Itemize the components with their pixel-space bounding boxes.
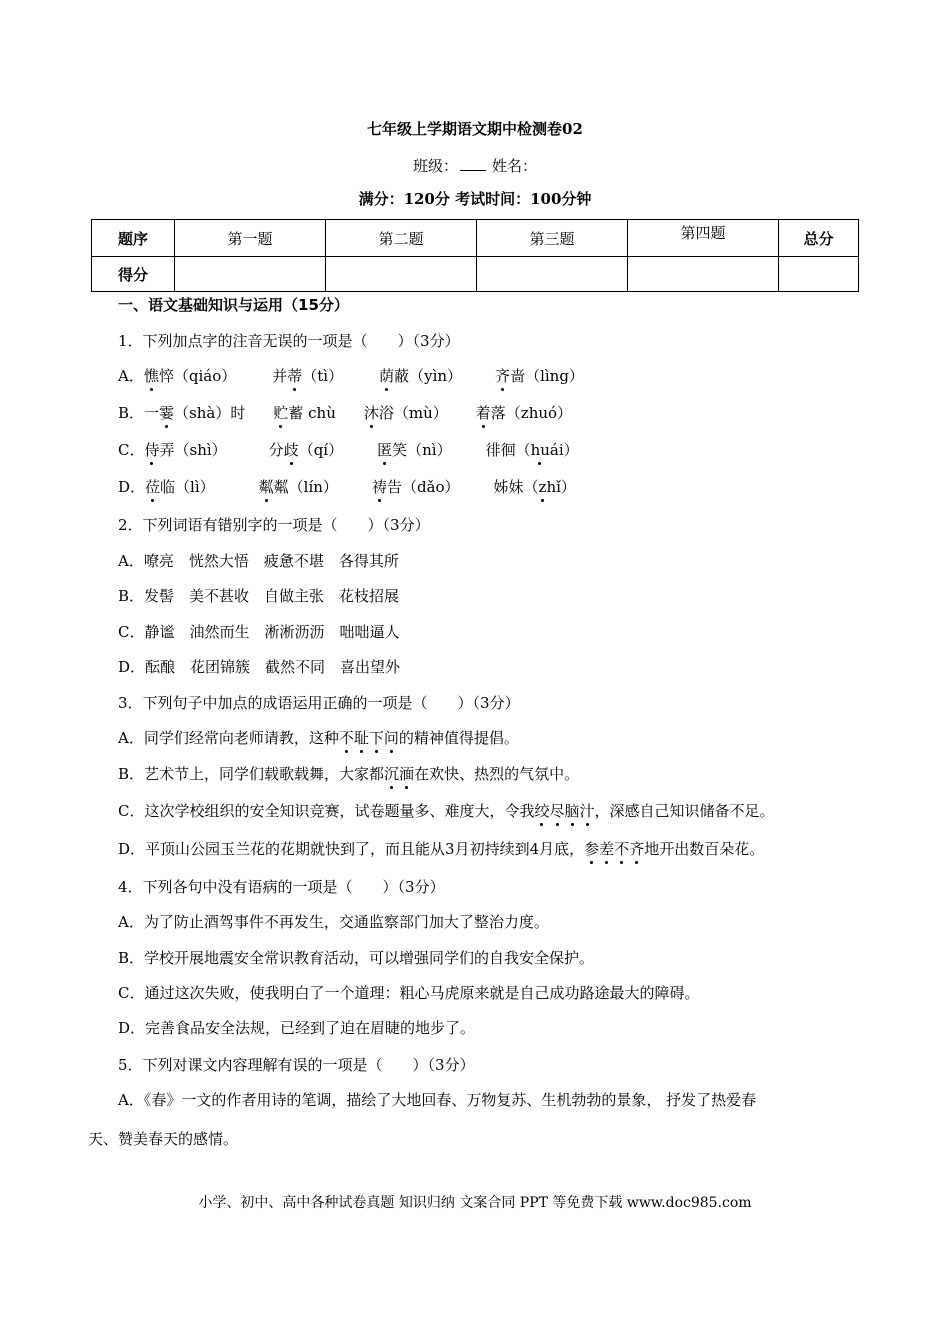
- table-cell: 第三题: [477, 220, 628, 257]
- score-table: [91, 219, 859, 292]
- dotted-char: 汁: [579, 802, 595, 820]
- table-cell: 总分: [779, 220, 859, 257]
- option-text: 分: [268, 441, 284, 459]
- dotted-idiom: [339, 729, 399, 747]
- section-heading: 一、语文基础知识与运用（15分）: [118, 296, 349, 314]
- option-line: D．酝酿 花团锦簇 截然不同 喜出望外: [118, 658, 401, 676]
- dotted-char: 耻: [353, 729, 369, 747]
- dotted-idiom: [384, 765, 414, 783]
- option-text: B．一: [118, 404, 160, 422]
- option-text: （shà）时: [174, 404, 246, 422]
- name-label: 姓名：: [492, 157, 538, 175]
- option-text: （qí）: [298, 441, 344, 459]
- table-cell: 题序: [92, 220, 175, 257]
- question-stem: 4．下列各句中没有语病的一项是（ ）（3分）: [118, 878, 445, 896]
- option-text: 弄（shì）: [159, 441, 227, 459]
- option-text: 的精神值得提倡。: [398, 729, 519, 747]
- question-stem: 3．下列句子中加点的成语运用正确的一项是（ ）（3分）: [118, 694, 520, 712]
- question-stem: 5．下列对课文内容理解有误的一项是（ ）（3分）: [118, 1056, 475, 1074]
- option-text: 并: [272, 367, 288, 385]
- option-text: ，深感自己知识储备不足。: [594, 802, 775, 820]
- dotted-char: 霎: [159, 404, 175, 422]
- option-text: 蔽（yìn）: [394, 367, 463, 385]
- score-info: 满分：120分 考试时间：100分钟: [358, 190, 592, 208]
- option-letter: A．: [118, 367, 144, 385]
- option-line: C．通过这次失败，使我明白了一个道理：粗心马虎原来就是自己成功路途最大的障碍。: [118, 984, 700, 1002]
- option-text: 地开出数百朵花。: [644, 840, 765, 858]
- dotted-char: 绞: [534, 802, 550, 820]
- option-line: A．嘹亮 恍然大悟 疲惫不堪 各得其所: [118, 552, 399, 570]
- option-letter: D．: [118, 478, 146, 496]
- dotted-char: 匿: [377, 441, 393, 459]
- option-text: 粼（lín）: [273, 478, 338, 496]
- dotted-char: 蒂: [287, 367, 303, 385]
- dotted-char: 粼: [258, 478, 274, 496]
- dotted-char: 脑: [564, 802, 580, 820]
- option-line: C．静谧 油然而生 淅淅沥沥 咄咄逼人: [118, 623, 400, 641]
- option-text: 在欢快、热烈的气氛中。: [414, 765, 580, 783]
- dotted-char: 问: [383, 729, 399, 747]
- question-stem: 2．下列词语有错别字的一项是（ ）（3分）: [118, 516, 430, 534]
- table-cell: 得分: [92, 257, 175, 292]
- dotted-char: 不: [338, 729, 354, 747]
- option-line: A．《春》一文的作者用诗的笔调，描绘了大地回春、万物复苏、生机勃勃的景象， 抒发了热爱春: [118, 1091, 757, 1109]
- option-text: 徘: [485, 441, 501, 459]
- option-line: [118, 402, 572, 423]
- dotted-idiom: [534, 802, 594, 820]
- dotted-char: 侍: [144, 441, 160, 459]
- option-text: 姊: [493, 478, 509, 496]
- class-label: 班级：: [412, 157, 458, 175]
- option-line: B．发髻 美不甚收 自做主张 花枝招展: [118, 587, 400, 605]
- score-input-cell: [175, 257, 326, 292]
- table-cell: 第一题: [175, 220, 326, 257]
- dotted-char: 着: [475, 404, 491, 422]
- question-stem: 1．下列加点字的注音无误的一项是（ ）（3分）: [118, 332, 460, 350]
- option-line: [118, 800, 775, 821]
- option-line: [118, 727, 519, 748]
- option-line: 天、赞美春天的感情。: [88, 1130, 239, 1148]
- score-input-cell: [779, 257, 859, 292]
- option-text: 落（zhuó）: [490, 404, 573, 422]
- table-cell: 第四题: [628, 220, 779, 257]
- dotted-char: 齐: [629, 840, 645, 858]
- option-line: [118, 365, 584, 386]
- dotted-idiom: [584, 840, 644, 858]
- dotted-char: 憔: [143, 367, 159, 385]
- option-letter: C．: [118, 441, 145, 459]
- dotted-char: 徊（huái）: [500, 441, 579, 459]
- option-text: 临（lì）: [160, 478, 215, 496]
- dotted-char: 湎: [399, 765, 415, 783]
- option-line: [118, 838, 764, 859]
- option-line: [118, 763, 579, 784]
- class-blank: [460, 156, 486, 171]
- option-line: [118, 476, 576, 497]
- dotted-char: 祷: [371, 478, 387, 496]
- page-title: 七年级上学期语文期中检测卷02: [367, 120, 583, 138]
- option-text: 悴（qiáo）: [158, 367, 237, 385]
- class-name-line: [0, 155, 950, 176]
- dotted-char: 参: [584, 840, 600, 858]
- option-text: C．这次学校组织的安全知识竞赛，试卷题量多、难度大，令我: [118, 802, 535, 820]
- dotted-char: 下: [368, 729, 384, 747]
- dotted-char: 贮: [273, 404, 289, 422]
- option-line: A．为了防止酒驾事件不再发生，交通监察部门加大了整治力度。: [118, 913, 549, 931]
- option-text: 啬（lìng）: [510, 367, 584, 385]
- table-cell: 第二题: [326, 220, 477, 257]
- score-input-cell: [628, 257, 779, 292]
- option-text: B．艺术节上，同学们载歌载舞，大家都: [118, 765, 385, 783]
- option-line: B．学校开展地震安全常识教育活动，可以增强同学们的自我安全保护。: [118, 949, 595, 967]
- option-line: D．完善食品安全法规，已经到了迫在眉睫的地步了。: [118, 1019, 476, 1037]
- dotted-char: 歧: [283, 441, 299, 459]
- dotted-char: 沐: [363, 404, 379, 422]
- dotted-char: 不: [614, 840, 630, 858]
- dotted-char: 沉: [384, 765, 400, 783]
- dotted-char: 莅: [145, 478, 161, 496]
- score-input-cell: [477, 257, 628, 292]
- score-input-cell: [326, 257, 477, 292]
- option-text: A．同学们经常向老师请教，这种: [118, 729, 339, 747]
- dotted-char: 尽: [549, 802, 565, 820]
- option-text: 蓄 chù: [288, 404, 336, 422]
- table-row: [92, 257, 859, 292]
- dotted-char: 荫: [379, 367, 395, 385]
- page-footer: 小学、初中、高中各种试卷真题 知识归纳 文案合同 PPT 等免费下载 www.doc985.com: [198, 1195, 752, 1211]
- dotted-char: 齐: [495, 367, 511, 385]
- option-text: 告（dǎo）: [386, 478, 460, 496]
- option-text: 笑（nì）: [392, 441, 452, 459]
- table-header-row: [92, 220, 859, 257]
- dotted-char: 差: [599, 840, 615, 858]
- dotted-char: 妹（zhǐ）: [508, 478, 576, 496]
- option-line: [118, 439, 579, 460]
- option-text: D．平顶山公园玉兰花的花期就快到了，而且能从3月初持续到4月底，: [118, 840, 585, 858]
- option-text: 浴（mù）: [378, 404, 448, 422]
- option-text: （tì）: [302, 367, 344, 385]
